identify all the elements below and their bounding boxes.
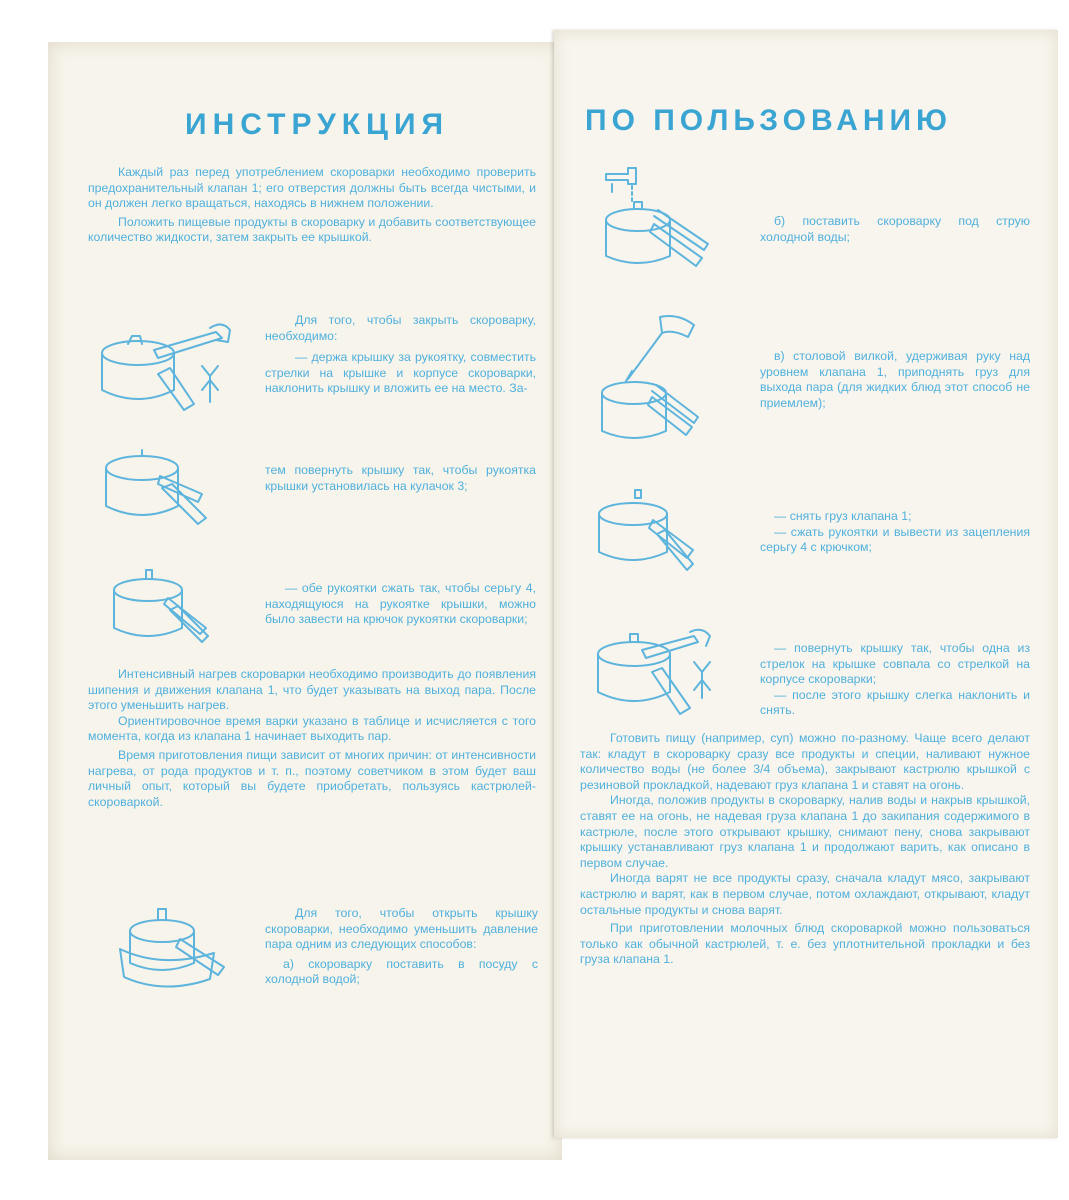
open-intro: Для того, чтобы открыть крышку скороварки, необходимо уменьшить давление пара одним из следующих способов: [265,906,538,952]
intro-block [88,165,536,246]
close-step-2: тем повернуть крышку так, чтобы рукоятка крышки установилась на кулачок 3; [265,463,536,493]
remove-step-2: — сжать рукоятки и вывести из зацепления серьгу 4 с крючком; [760,524,1030,555]
pressure-cooker-in-cold-water-bowl-icon [118,903,238,998]
turn-step-2: — после этого крышку слегка наклонить и снять. [760,687,1030,718]
close-step-1: — держа крышку за рукоятку, совместить стрелки на крышке и корпусе скороварки, наклонить крышку и вложить ее на место. За- [265,350,536,396]
cook-paragraph-2: Иногда, положив продукты в скороварку, налив воды и накрыв крышкой, ставят ее на огонь, не надевая груза клапана 1 до закипания содержимого в кастрюле, после этого открывают крышку, снимают пену, снова закрывают крышку устанавливают груз клапана 1 и продолжают варить, как описано в первом случае. [580,793,1030,870]
open-method-c: в) столовой вилкой, удерживая руку над уровнем клапана 1, приподнять груз для выхода пара (для жидких блюд этот способ не приемлем); [760,349,1030,410]
turn-steps [760,641,1030,719]
pressure-cooker-remove-weight-icon [595,488,705,583]
reasons-paragraph: Время приготовления пищи зависит от многих причин: от интенсивности нагрева, от рода продуктов и т. п., поэтому советчиком в этом будет ваш личный опыт, который вы будете приобретать, пользуясь кастрюлей-скороваркой. [88,747,536,809]
close-instructions [265,313,536,397]
close-intro: Для того, чтобы закрыть скороварку, необходимо: [265,313,536,343]
remove-steps [760,509,1030,556]
cook-paragraph-1: Готовить пищу (например, суп) можно по-разному. Чаще всего делают так: кладут в скороварку сразу все продукты и специи, наливают нужное количество воды (не более 3/4 объема), закрывают кастрюлю крышкой с резиновой прокладкой, надевают груз клапана 1 и ставят на огонь. [580,731,1030,792]
open-instructions [265,906,538,988]
milk-paragraph: При приготовлении молочных блюд скороваркой можно пользоваться только как обычной кастрюлей, т. е. без уплотнительной прокладки и без груза клапана 1. [580,921,1030,967]
remove-step-1: — снять груз клапана 1; [774,509,912,523]
time-paragraph: Ориентировочное время варки указано в таблице и исчисляется с того момента, когда из клапана 1 начинает выходить пар. [88,713,536,744]
title-left: ИНСТРУКЦИЯ [185,108,450,141]
close-step-3: — обе рукоятки сжать так, чтобы серьгу 4, находящуюся на рукоятке крышки, можно было завести на крючок рукоятки скороварки; [265,581,536,627]
pressure-cooker-fork-lift-valve-icon [598,315,713,445]
open-method-b: б) поставить скороварку под струю холодной воды; [760,214,1030,244]
pressure-cooker-open-lid-icon [594,628,724,723]
pressure-cooker-close-lid-icon [98,318,238,418]
turn-step-1: — повернуть крышку так, чтобы одна из стрелок на крышке совпала со стрелкой на корпусе скороварки; [760,641,1030,687]
pressure-cooker-turn-lid-icon [102,448,222,533]
heat-paragraph: Интенсивный нагрев скороварки необходимо производить до появления шипения и движения клапана 1, что будет указывать на выход пара. После этого уменьшить нагрев. [88,667,536,713]
cook-paragraph-3: Иногда варят не все продукты сразу, сначала кладут мясо, закрывают кастрюлю и варят, как в первом случае, потом охлаждают, открывают, кладут остальные продукты и снова варят. [580,871,1030,917]
cooking-notes [88,667,536,810]
title-right: ПО ПОЛЬЗОВАНИЮ [585,104,952,137]
pressure-cooker-under-tap-icon [600,162,720,277]
open-method-a: а) скороварку поставить в посуду с холодной водой; [265,956,538,987]
intro-paragraph-1: Каждый раз перед употреблением скороварки необходимо проверить предохранительный клапан 1; его отверстия должны быть всегда чистыми, и он должен легко вращаться, находясь в нижнем положении. [88,165,536,211]
intro-paragraph-2: Положить пищевые продукты в скороварку и добавить соответствующее количество жидкости, затем закрыть ее крышкой. [88,214,536,245]
pressure-cooker-squeeze-handles-icon [110,568,220,653]
cooking-methods [580,731,1030,968]
